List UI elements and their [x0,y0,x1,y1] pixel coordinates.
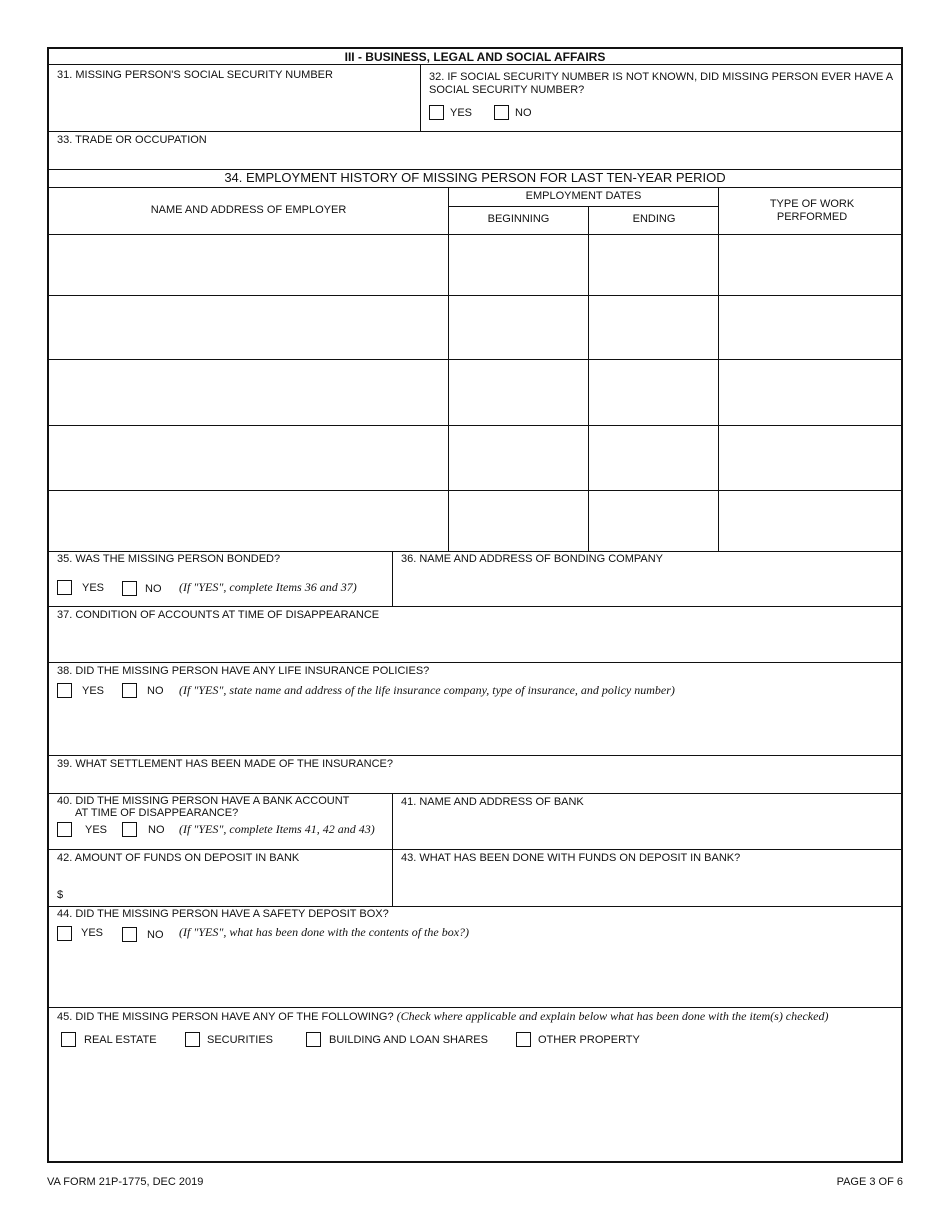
safety-deposit-box-field[interactable] [51,945,899,1005]
col-beginning-header: BEGINNING [487,213,550,225]
divider [448,187,449,551]
col-dates-header: EMPLOYMENT DATES [525,190,642,202]
bank-name-address-field[interactable] [395,811,899,848]
ending-date-cell[interactable] [590,236,717,294]
form-number: VA FORM 21P-1775, DEC 2019 [47,1176,204,1188]
yes-label: YES [81,927,104,939]
occupation-field[interactable] [51,148,899,168]
item-36-label: 36. NAME AND ADDRESS OF BONDING COMPANY [401,553,664,565]
insurance-settlement-field[interactable] [51,773,899,792]
item-35-no-checkbox[interactable] [122,581,137,596]
col-employer-header: NAME AND ADDRESS OF EMPLOYER [150,204,347,216]
yes-label: YES [82,582,105,594]
employer-cell[interactable] [51,427,447,489]
securities-label: SECURITIES [207,1034,274,1046]
item-32-no-checkbox[interactable] [494,105,509,120]
page-number: PAGE 3 OF 6 [836,1176,903,1188]
divider [392,551,393,606]
item-40-instruction: (If "YES", complete Items 41, 42 and 43) [179,822,375,836]
col-ending-header: ENDING [632,213,676,225]
item-44-label: 44. DID THE MISSING PERSON HAVE A SAFETY DEPOSIT BOX? [57,908,389,920]
real-estate-label: REAL ESTATE [84,1034,157,1046]
yes-label: YES [450,107,473,119]
item-40-label-line1: 40. DID THE MISSING PERSON HAVE A BANK ACCOUNT [57,795,350,807]
item-40-yes-checkbox[interactable] [57,822,72,837]
divider [49,849,901,850]
item-33-label: 33. TRADE OR OCCUPATION [57,134,207,146]
item-37-label: 37. CONDITION OF ACCOUNTS AT TIME OF DISAPPEARANCE [57,609,380,621]
item-32-yes-checkbox[interactable] [429,105,444,120]
item-38-instruction: (If "YES", state name and address of the life insurance company, type of insurance, and policy number) [179,683,675,697]
divider [49,551,901,552]
yes-label: YES [85,824,108,836]
item-35-yes-checkbox[interactable] [57,580,72,595]
divider [49,187,901,188]
divider [420,64,421,132]
divider [449,206,719,207]
divider [49,425,901,426]
divider [49,606,901,607]
item-38-label: 38. DID THE MISSING PERSON HAVE ANY LIFE INSURANCE POLICIES? [57,665,430,677]
type-of-work-cell[interactable] [720,297,899,358]
employer-cell[interactable] [51,492,447,550]
ending-date-cell[interactable] [590,427,717,489]
divider [49,131,901,132]
divider [49,64,901,65]
divider [718,187,719,551]
item-45-label [57,1010,828,1024]
divider [49,755,901,756]
type-of-work-cell[interactable] [720,361,899,424]
securities-checkbox[interactable] [185,1032,200,1047]
section-title: III - BUSINESS, LEGAL AND SOCIAL AFFAIRS [344,50,606,64]
yes-label: YES [82,685,105,697]
divider [49,793,901,794]
no-label: NO [147,685,164,697]
divider [49,359,901,360]
building-loan-shares-checkbox[interactable] [306,1032,321,1047]
divider [49,295,901,296]
deposit-amount-field[interactable] [67,879,389,903]
beginning-date-cell[interactable] [450,427,587,489]
divider [49,662,901,663]
ending-date-cell[interactable] [590,492,717,550]
no-label: NO [147,929,164,941]
divider [49,490,901,491]
item-44-no-checkbox[interactable] [122,927,137,942]
item-44-instruction: (If "YES", what has been done with the contents of the box?) [179,925,470,939]
employer-cell[interactable] [51,361,447,424]
other-property-checkbox[interactable] [516,1032,531,1047]
employer-cell[interactable] [51,297,447,358]
type-of-work-cell[interactable] [720,492,899,550]
form-page [47,47,903,1163]
divider [588,206,589,551]
ssn-field[interactable] [51,83,417,131]
item-40-label-line2: AT TIME OF DISAPPEARANCE? [75,807,239,819]
divider [392,793,393,907]
type-of-work-cell[interactable] [720,427,899,489]
item-38-yes-checkbox[interactable] [57,683,72,698]
ending-date-cell[interactable] [590,297,717,358]
beginning-date-cell[interactable] [450,297,587,358]
employer-cell[interactable] [51,236,447,294]
no-label: NO [145,583,162,595]
item-35-label: 35. WAS THE MISSING PERSON BONDED? [57,553,281,565]
beginning-date-cell[interactable] [450,492,587,550]
divider [49,234,901,235]
col-work-header: TYPE OF WORK PERFORMED [769,198,855,223]
dollar-sign: $ [57,889,64,901]
item-43-label: 43. WHAT HAS BEEN DONE WITH FUNDS ON DEPOSIT IN BANK? [401,852,741,864]
divider [49,906,901,907]
beginning-date-cell[interactable] [450,236,587,294]
no-label: NO [515,107,532,119]
item-32-label: 32. IF SOCIAL SECURITY NUMBER IS NOT KNOWN, DID MISSING PERSON EVER HAVE A SOCIAL SECURITY NUMBER? [429,71,893,96]
building-loan-shares-label: BUILDING AND LOAN SHARES [329,1034,488,1046]
beginning-date-cell[interactable] [450,361,587,424]
funds-disposition-field[interactable] [395,867,899,905]
item-42-label: 42. AMOUNT OF FUNDS ON DEPOSIT IN BANK [57,852,300,864]
property-explanation-field[interactable] [51,1054,899,1159]
ending-date-cell[interactable] [590,361,717,424]
item-44-yes-checkbox[interactable] [57,926,72,941]
item-40-no-checkbox[interactable] [122,822,137,837]
item-34-heading: 34. EMPLOYMENT HISTORY OF MISSING PERSON FOR LAST TEN-YEAR PERIOD [224,170,726,185]
item-45-question: 45. DID THE MISSING PERSON HAVE ANY OF THE FOLLOWING? [57,1011,394,1023]
type-of-work-cell[interactable] [720,236,899,294]
item-39-label: 39. WHAT SETTLEMENT HAS BEEN MADE OF THE INSURANCE? [57,758,393,770]
accounts-condition-field[interactable] [51,624,899,661]
real-estate-checkbox[interactable] [61,1032,76,1047]
life-insurance-field[interactable] [51,701,899,753]
item-41-label: 41. NAME AND ADDRESS OF BANK [401,796,584,808]
no-label: NO [148,824,165,836]
item-45-instruction: (Check where applicable and explain below what has been done with the item(s) checked) [396,1009,829,1023]
item-38-no-checkbox[interactable] [122,683,137,698]
item-35-instruction: (If "YES", complete Items 36 and 37) [179,580,357,594]
item-31-label: 31. MISSING PERSON'S SOCIAL SECURITY NUMBER [57,69,333,81]
other-property-label: OTHER PROPERTY [538,1034,640,1046]
bonding-company-field[interactable] [395,568,899,605]
divider [49,1007,901,1008]
